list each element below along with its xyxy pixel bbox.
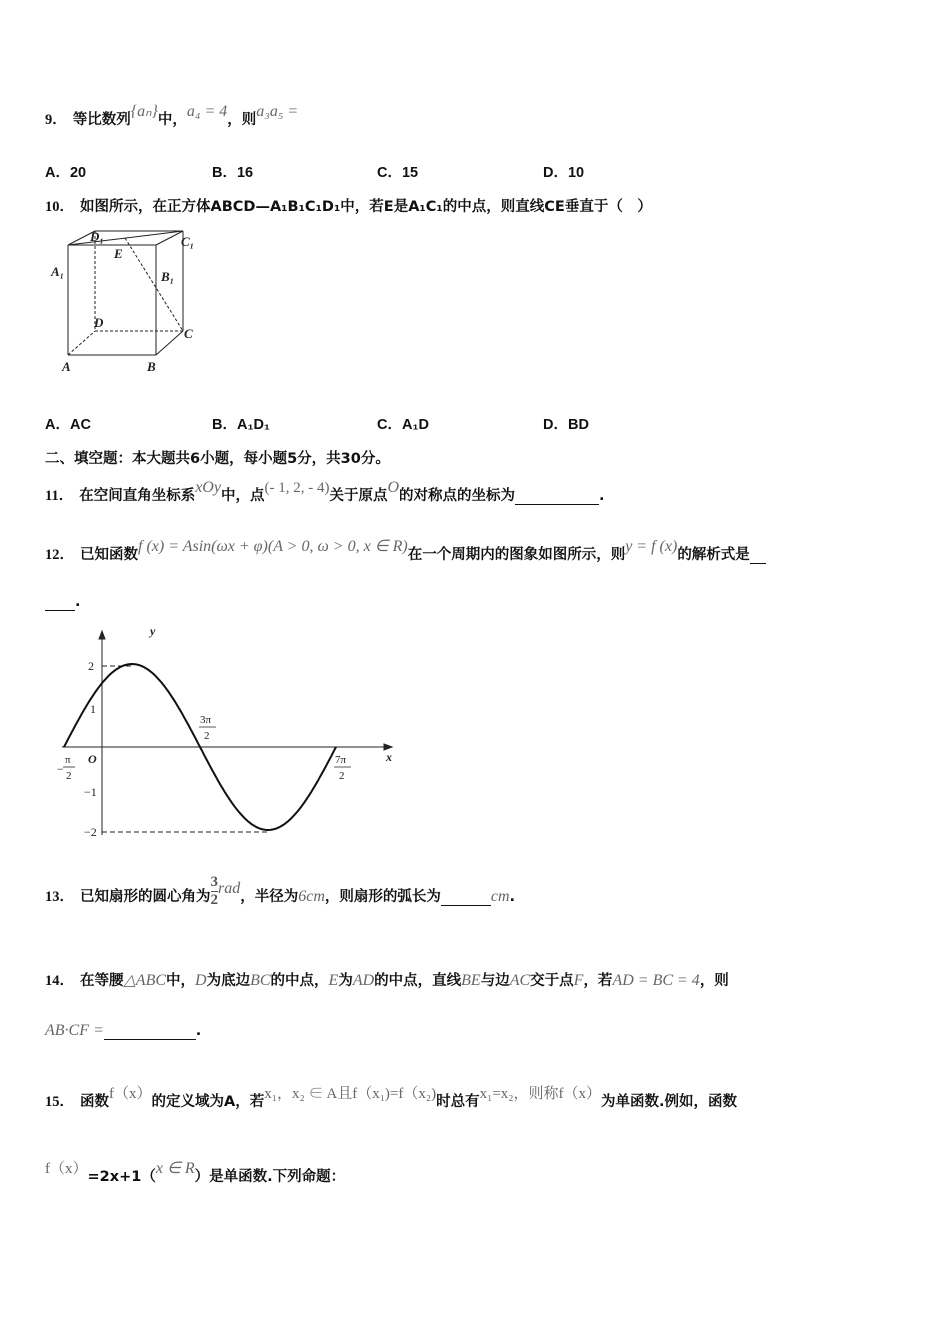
q14-expression: AB·CF = xyxy=(45,1022,104,1039)
q10-option-d[interactable]: D．BD xyxy=(543,417,589,433)
q10-option-a[interactable]: A．AC xyxy=(45,417,91,433)
q12-function: f (x) = Asin(ωx + φ)(A > 0, ω > 0, x ∈ R) xyxy=(138,538,408,555)
origin-label: O xyxy=(88,752,97,766)
x-tick-3pi-2 xyxy=(199,714,216,742)
x-tick-7pi-2 xyxy=(334,754,351,782)
y-tick-neg1: −1 xyxy=(84,785,97,799)
section-2-heading: 二、填空题：本大题共6小题，每小题5分，共30分。 xyxy=(45,451,390,467)
svg-text:2: 2 xyxy=(204,730,210,742)
label-b: B xyxy=(147,359,156,374)
y-tick-neg2: −2 xyxy=(84,825,97,839)
cube-figure xyxy=(48,226,208,376)
sine-graph xyxy=(50,625,405,845)
q9-expression: a₃a₅ = xyxy=(256,103,299,120)
q12-answer-blank-1[interactable] xyxy=(750,547,766,564)
q15-continuation: f（x）=2x+1（x ∈ R）是单函数.下列命题： xyxy=(45,1160,346,1185)
q13-angle-fraction: $\frac{3}{2}$ xyxy=(210,874,218,908)
x-axis-label: x xyxy=(386,750,392,764)
edge-ad-hidden xyxy=(68,331,95,355)
q11-point: (- 1, 2, - 4) xyxy=(264,480,330,496)
edge-bc xyxy=(156,331,183,355)
question-11: 11． 在空间直角坐标系xOy中，点(- 1, 2, - 4)关于原点O的对称点的坐标为 . xyxy=(45,479,605,504)
q12-answer-blank-2[interactable] xyxy=(45,594,75,611)
y-axis-arrow xyxy=(99,631,105,639)
q13-rad: rad xyxy=(218,880,241,897)
q14-continuation: AB·CF = . xyxy=(45,1022,202,1039)
q9-option-c[interactable]: C．15 xyxy=(377,165,419,181)
segment-ce xyxy=(125,238,183,331)
label-c1: C₁ xyxy=(181,234,195,249)
q11-coordinate-system: xOy xyxy=(195,479,221,496)
label-e: E xyxy=(114,246,123,261)
q13-unit: cm xyxy=(490,888,510,905)
label-a1: A₁ xyxy=(51,264,65,279)
q9-sequence: {aₙ} xyxy=(130,103,158,120)
y-tick-2: 2 xyxy=(88,659,94,673)
x-tick-neg-pi-2 xyxy=(57,754,75,782)
label-b1: B₁ xyxy=(161,269,175,284)
q15-condition: x₁，x₂ ∈ A且f（x₁)=f（x₂) xyxy=(264,1086,437,1102)
question-14: 14． 在等腰△ABC中，D为底边BC的中点，E为AD的中点，直线BE与边AC交于点F，若AD = BC = 4，则 xyxy=(45,972,729,989)
label-d: D xyxy=(94,315,104,330)
q14-condition: AD = BC = 4 xyxy=(612,972,700,989)
question-10: 10． 如图所示，在正方体ABCD—A₁B₁C₁D₁中，若E是A₁C₁的中点，则直线CE垂直于（ ） xyxy=(45,199,652,215)
label-c: C xyxy=(184,326,193,341)
q10-option-c[interactable]: C．A₁D xyxy=(377,417,429,433)
svg-text:π: π xyxy=(65,754,71,766)
question-12: 12． 已知函数f (x) = Asin(ωx + φ)(A > 0, ω > 0, x ∈ R)在一个周期内的图象如图所示，则y = f (x)的解析式是 xyxy=(45,543,766,564)
label-d1: D₁ xyxy=(90,229,104,244)
svg-text:2: 2 xyxy=(66,770,72,782)
q9-option-d[interactable]: D．10 xyxy=(543,165,585,181)
svg-text:2: 2 xyxy=(339,770,345,782)
q10-text: 如图所示，在正方体ABCD—A₁B₁C₁D₁中，若E是A₁C₁的中点，则直线CE垂直于（ ） xyxy=(80,199,652,215)
q14-answer-blank[interactable] xyxy=(104,1023,196,1040)
svg-text:3π: 3π xyxy=(200,714,212,726)
label-a: A xyxy=(62,359,71,374)
q12-continuation: . xyxy=(45,594,81,611)
q12-y: y = f (x) xyxy=(625,538,678,555)
q11-origin: O xyxy=(387,479,400,496)
q9-option-a[interactable]: A．20 xyxy=(45,165,87,181)
q14-triangle: △ABC xyxy=(123,972,167,989)
y-tick-1: 1 xyxy=(90,702,96,716)
q9-option-b[interactable]: B．16 xyxy=(212,165,254,181)
q15-condition-2: x₁=x₂，则称f（x） xyxy=(479,1086,602,1102)
svg-text:−: − xyxy=(57,762,64,776)
q11-answer-blank[interactable] xyxy=(515,488,599,505)
q9-condition: a₄ = 4 xyxy=(186,103,228,120)
question-13: 13． 已知扇形的圆心角为 $\frac{3}{2}$ rad，半径为6cm，则扇形的弧长为 cm. xyxy=(45,874,516,908)
y-axis-label: y xyxy=(150,625,156,638)
q13-radius: 6cm xyxy=(298,888,325,905)
svg-text:7π: 7π xyxy=(335,754,347,766)
q15-domain: x ∈ R xyxy=(155,1160,195,1177)
q9-number: 9． xyxy=(45,112,67,128)
question-9: 9． 等比数列{aₙ}中，a₄ = 4，则a₃a₅ = xyxy=(45,103,299,128)
q13-answer-blank[interactable] xyxy=(441,889,491,906)
question-15: 15． 函数f（x）的定义域为A，若x₁，x₂ ∈ A且f（x₁)=f（x₂)时总有x₁=x₂，则称f（x）为单函数.例如，函数 xyxy=(45,1086,738,1110)
q10-option-b[interactable]: B．A₁D₁ xyxy=(212,417,270,433)
